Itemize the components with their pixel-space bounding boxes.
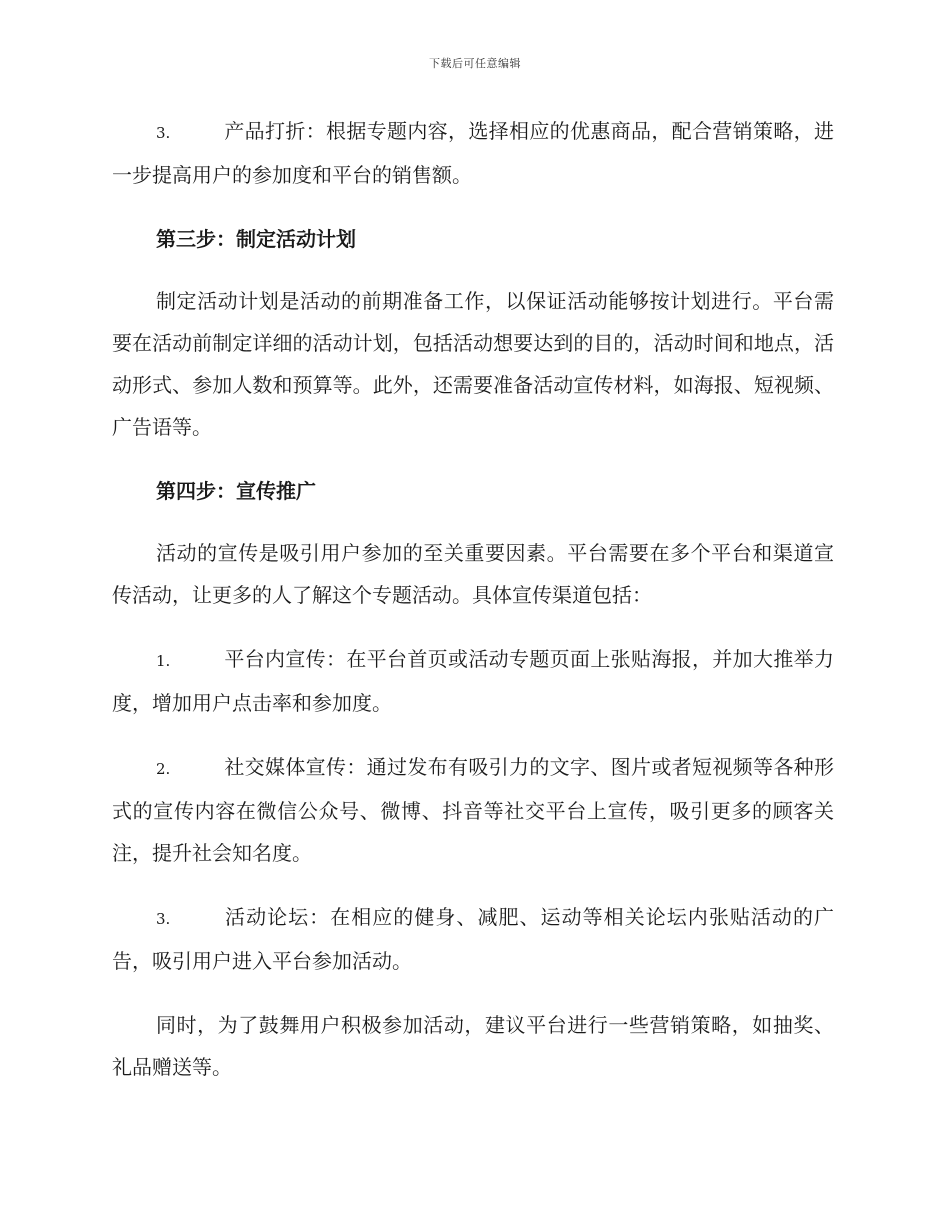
paragraph-promotion: 活动的宣传是吸引用户参加的至关重要因素。平台需要在多个平台和渠道宣传活动，让更多的人了解这个专题活动。具体宣传渠道包括： — [112, 541, 834, 607]
list-number: 3. — [156, 124, 171, 142]
list-text: 平台内宣传：在平台首页或活动专题页面上张贴海报，并加大推举力度，增加用户点击率和参加度。 — [112, 647, 834, 715]
list-text: 社交媒体宣传：通过发布有吸引力的文字、图片或者短视频等各种形式的宣传内容在微信公众号、微博、抖音等社交平台上宣传，吸引更多的顾客关注，提升社会知名度。 — [112, 755, 834, 865]
list-text: 活动论坛：在相应的健身、减肥、运动等相关论坛内张贴活动的广告，吸引用户进入平台参加活动。 — [112, 905, 834, 973]
paragraph-plan: 制定活动计划是活动的前期准备工作，以保证活动能够按计划进行。平台需要在活动前制定详细的活动计划，包括活动想要达到的目的，活动时间和地点，活动形式、参加人数和预算等。此外，还需要准备活动宣传材料，如海报、短视频、广告语等。 — [112, 289, 834, 439]
list-item-platform — [112, 638, 834, 724]
list-text: 产品打折：根据专题内容，选择相应的优惠商品，配合营销策略，进一步提高用户的参加度和平台的销售额。 — [112, 119, 834, 187]
paragraph-final: 同时，为了鼓舞用户积极参加活动，建议平台进行一些营销策略，如抽奖、礼品赠送等。 — [112, 1013, 834, 1079]
list-number: 3. — [156, 910, 171, 928]
document-body — [112, 110, 834, 1110]
list-item-forum — [112, 896, 834, 982]
section-heading-step4: 第四步：宣传推广 — [156, 479, 316, 503]
list-item-social — [112, 746, 834, 874]
page-header: 下载后可任意编辑 — [429, 57, 521, 70]
section-heading-step3: 第三步：制定活动计划 — [156, 227, 356, 251]
list-number: 1. — [156, 652, 171, 670]
list-number: 2. — [156, 760, 171, 778]
list-item-discount — [112, 110, 834, 196]
